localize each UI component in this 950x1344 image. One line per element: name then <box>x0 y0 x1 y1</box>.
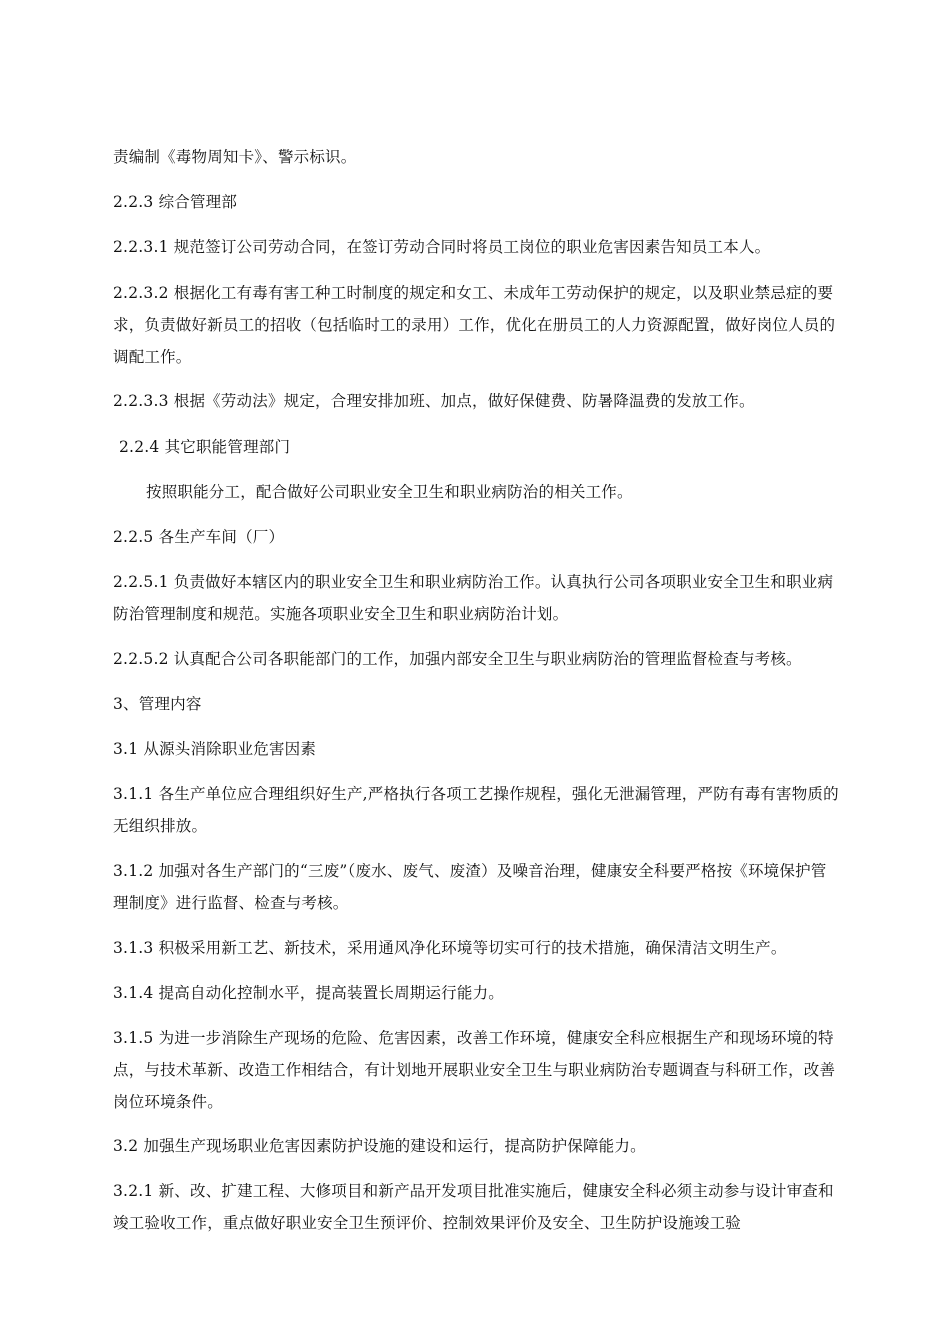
paragraph-2-2-3-2: 2.2.3.2 根据化工有毒有害工种工时制度的规定和女工、未成年工劳动保护的规定，以及职业禁忌症的要求，负责做好新员工的招收（包括临时工的录用）工作，优化在册员工的人力资源配置，做好岗位人员的调配工作。 <box>113 284 836 366</box>
section-heading-3: 3、管理内容 <box>113 695 202 713</box>
section-heading-2-2-3: 2.2.3 综合管理部 <box>113 193 238 211</box>
paragraph-3-1-2: 3.1.2 加强对各生产部门的“三废”（废水、废气、废渣）及噪音治理，健康安全科要严格按《环境保护管理制度》进行监督、检查与考核。 <box>113 862 827 912</box>
paragraph-3-1-3: 3.1.3 积极采用新工艺、新技术，采用通风净化环境等切实可行的技术措施，确保清洁文明生产。 <box>113 939 787 957</box>
section-heading-2-2-5: 2.2.5 各生产车间（厂） <box>113 528 285 546</box>
paragraph-continuation: 责编制《毒物周知卡》、警示标识。 <box>113 148 357 166</box>
paragraph-2-2-5-1: 2.2.5.1 负责做好本辖区内的职业安全卫生和职业病防治工作。认真执行公司各项职业安全卫生和职业病防治管理制度和规范。实施各项职业安全卫生和职业病防治计划。 <box>113 573 834 623</box>
paragraph-2-2-3-1: 2.2.3.1 规范签订公司劳动合同，在签订劳动合同时将员工岗位的职业危害因素告知员工本人。 <box>113 238 771 256</box>
paragraph-3-2-1: 3.2.1 新、改、扩建工程、大修项目和新产品开发项目批准实施后，健康安全科必须主动参与设计审查和竣工验收工作，重点做好职业安全卫生预评价、控制效果评价及安全、卫生防护设施竣工验 <box>113 1182 834 1232</box>
section-heading-3-2: 3.2 加强生产现场职业危害因素防护设施的建设和运行，提高防护保障能力。 <box>113 1137 646 1155</box>
paragraph-2-2-5-2: 2.2.5.2 认真配合公司各职能部门的工作，加强内部安全卫生与职业病防治的管理监督检查与考核。 <box>113 650 802 668</box>
paragraph-2-2-3-3: 2.2.3.3 根据《劳动法》规定，合理安排加班、加点，做好保健费、防暑降温费的发放工作。 <box>113 392 755 410</box>
section-heading-2-2-4: 2.2.4 其它职能管理部门 <box>119 438 291 456</box>
paragraph-2-2-4-body: 按照职能分工，配合做好公司职业安全卫生和职业病防治的相关工作。 <box>146 483 633 501</box>
paragraph-3-1-4: 3.1.4 提高自动化控制水平，提高装置长周期运行能力。 <box>113 984 504 1002</box>
section-heading-3-1: 3.1 从源头消除职业危害因素 <box>113 740 317 758</box>
paragraph-3-1-5: 3.1.5 为进一步消除生产现场的危险、危害因素，改善工作环境，健康安全科应根据生产和现场环境的特点，与技术革新、改造工作相结合，有计划地开展职业安全卫生与职业病防治专题调查与科研工作，改善岗位环境条件。 <box>113 1029 836 1111</box>
paragraph-3-1-1: 3.1.1 各生产单位应合理组织好生产,严格执行各项工艺操作规程，强化无泄漏管理，严防有毒有害物质的无组织排放。 <box>113 785 839 835</box>
